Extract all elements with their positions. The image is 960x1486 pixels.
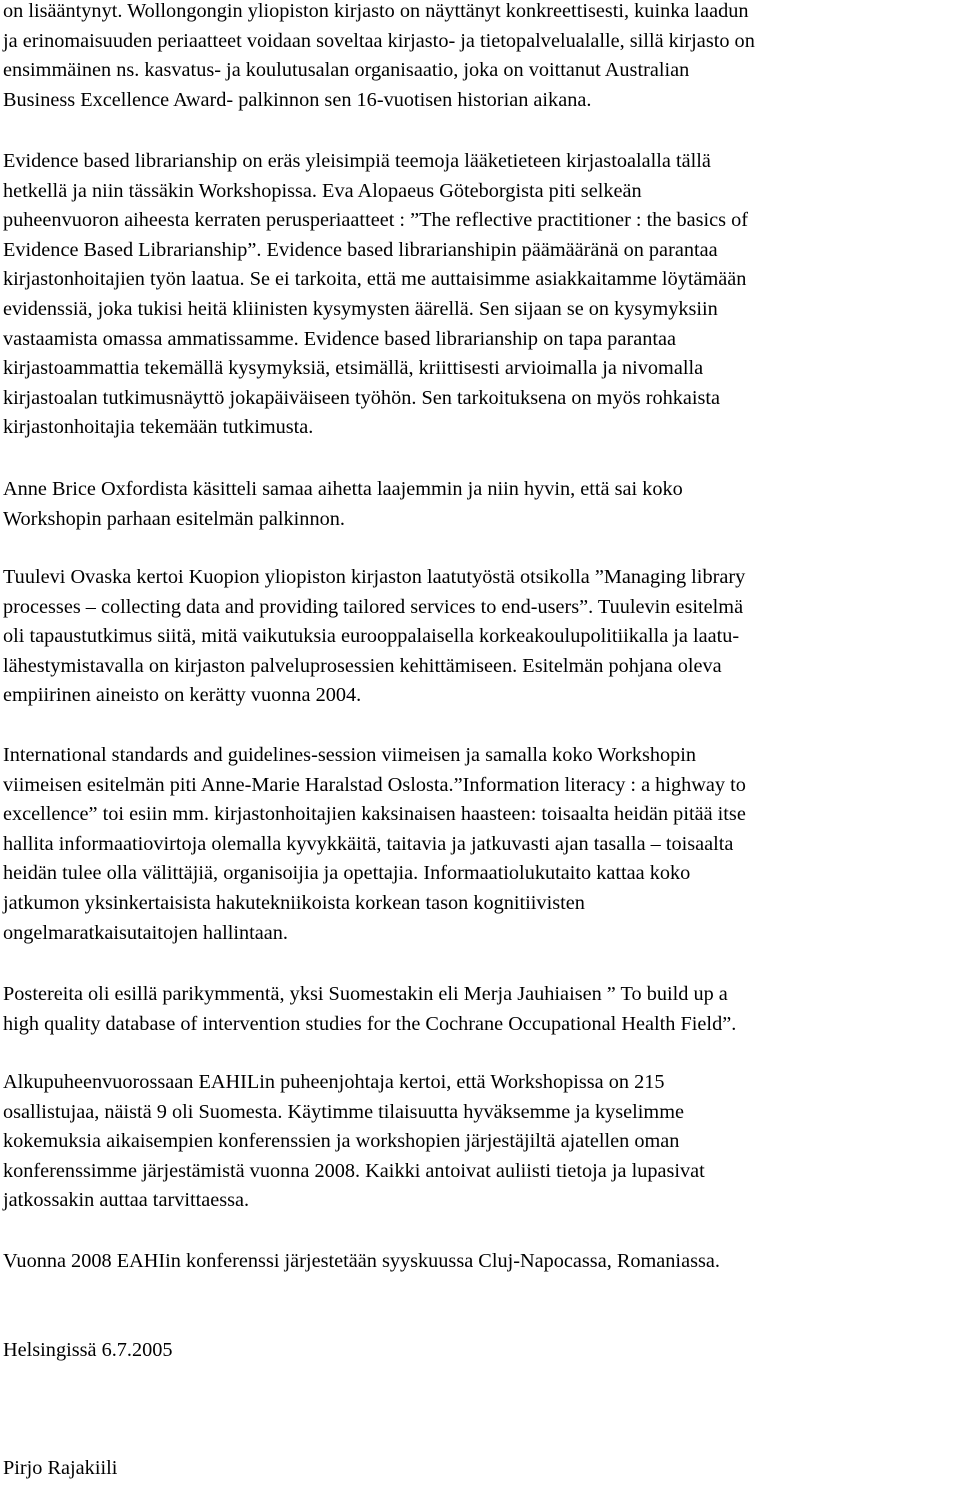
text-line: Vuonna 2008 EAHIin konferenssi järjestetään syyskuussa Cluj-Napocassa, Romaniassa. (3, 1250, 720, 1272)
text-line: excellence” toi esiin mm. kirjastonhoitajien kaksinaisen haasteen: toisaalta heidän pitää itse (3, 803, 746, 826)
text-line: kokemuksia aikaisempien konferenssien ja workshopien järjestäjiltä ajatellen oman (3, 1130, 680, 1153)
paragraph-conference-2008 (3, 1247, 720, 1277)
paragraph-intro (3, 0, 755, 115)
text-line: heidän tulee olla välittäjiä, organisoijia ja opettajia. Informaatiolukutaito kattaa koko (3, 862, 691, 885)
text-line: Business Excellence Award- palkinnon sen 16-vuotisen historian aikana. (3, 88, 592, 111)
text-line: Alkupuheenvuorossaan EAHILin puheenjohtaja kertoi, että Workshopissa on 215 (3, 1071, 665, 1093)
text-line: kirjastoalan tutkimusnäyttö jokapäiväiseen työhön. Sen tarkoituksena on myös rohkaista (3, 386, 721, 409)
text-line: high quality database of intervention studies for the Cochrane Occupational Health Field”. (3, 1012, 737, 1035)
text-line: osallistujaa, näistä 9 oli Suomesta. Käytimme tilaisuutta hyväksemme ja kyselimme (3, 1100, 684, 1123)
text-line: empiirinen aineisto on kerätty vuonna 2004. (3, 684, 362, 707)
place-and-date (3, 1336, 173, 1366)
text-line: jatkossakin auttaa tarvittaessa. (3, 1189, 250, 1212)
text-line: konferenssimme järjestämistä vuonna 2008. Kaikki antoivat auliisti tietoja ja lupasivat (3, 1159, 705, 1182)
text-line: hallita informaatiovirtoja olemalla kyvykkäitä, taitavia ja jatkuvasti ajan tasalla – toisaalta (3, 832, 734, 855)
text-line: Postereita oli esillä parikymmentä, yksi Suomestakin eli Merja Jauhiaisen ” To build up a (3, 983, 728, 1005)
text-line: kirjastoammattia tekemällä kysymyksiä, etsimällä, kriittisesti arvioimalla ja nivomalla (3, 357, 704, 380)
text-line: on lisääntynyt. Wollongongin yliopiston kirjasto on näyttänyt konkreettisesti, kuinka laadun (3, 0, 749, 22)
text-line: ensimmäinen ns. kasvatus- ja koulutusalan organisaatio, joka on voittanut Australian (3, 59, 690, 82)
text-line: Pirjo Rajakiili (3, 1457, 118, 1479)
text-line: ongelmaratkaisutaitojen hallintaan. (3, 921, 288, 944)
text-line: oli tapaustutkimus siitä, mitä vaikutuksia eurooppalaisella korkeakoulupolitiikalla ja laatu- (3, 625, 740, 648)
text-line: Workshopin parhaan esitelmän palkinnon. (3, 507, 345, 530)
text-line: Anne Brice Oxfordista käsitteli samaa aihetta laajemmin ja niin hyvin, että sai koko (3, 478, 683, 500)
paragraph-opening-speech (3, 1068, 705, 1216)
text-line: puheenvuoron aiheesta kerraten perusperiaatteet : ”The reflective practitioner : the basics of (3, 209, 748, 232)
paragraph-anne-brice (3, 475, 683, 534)
text-line: Tuulevi Ovaska kertoi Kuopion yliopiston kirjaston laatutyöstä otsikolla ”Managing library (3, 566, 746, 588)
paragraph-international-standards (3, 741, 746, 948)
text-line: Evidence Based Librarianship”. Evidence based librarianshipin päämääränä on parantaa (3, 238, 718, 261)
text-line: lähestymistavalla on kirjaston palveluprosessien kehittämiseen. Esitelmän pohjana oleva (3, 654, 722, 677)
text-line: hetkellä ja niin tässäkin Workshopissa. Eva Alopaeus Göteborgista piti selkeän (3, 179, 642, 202)
paragraph-tuulevi-ovaska (3, 563, 745, 711)
text-line: kirjastonhoitajien työn laatua. Se ei tarkoita, että me auttaisimme asiakkaitamme löytämään (3, 268, 747, 291)
paragraph-evidence-based-librarianship (3, 147, 748, 443)
text-line: jatkumon yksinkertaisista hakutekniikoista korkean tason kognitiivisten (3, 891, 585, 914)
author-signature (3, 1454, 117, 1484)
text-line: Evidence based librarianship on eräs yleisimpiä teemoja lääketieteen kirjastoalalla tällä (3, 150, 711, 172)
text-line: evidenssiä, joka tukisi heitä kliinisten kysymysten äärellä. Sen sijaan se on kysymyksiin (3, 297, 718, 320)
text-line: International standards and guidelines-session viimeisen ja samalla koko Workshopin (3, 744, 697, 766)
text-line: kirjastonhoitajia tekemään tutkimusta. (3, 416, 314, 439)
text-line: vastaamista omassa ammatissamme. Evidence based librarianship on tapa parantaa (3, 327, 676, 350)
text-line: Helsingissä 6.7.2005 (3, 1339, 173, 1361)
text-line: viimeisen esitelmän piti Anne-Marie Haralstad Oslosta.”Information literacy : a highway to (3, 773, 746, 796)
paragraph-posters (3, 980, 736, 1039)
text-line: ja erinomaisuuden periaatteet voidaan soveltaa kirjasto- ja tietopalvelualalle, sillä kirjasto on (3, 29, 755, 52)
text-line: processes – collecting data and providing tailored services to end-users”. Tuulevin esitelmä (3, 595, 744, 618)
